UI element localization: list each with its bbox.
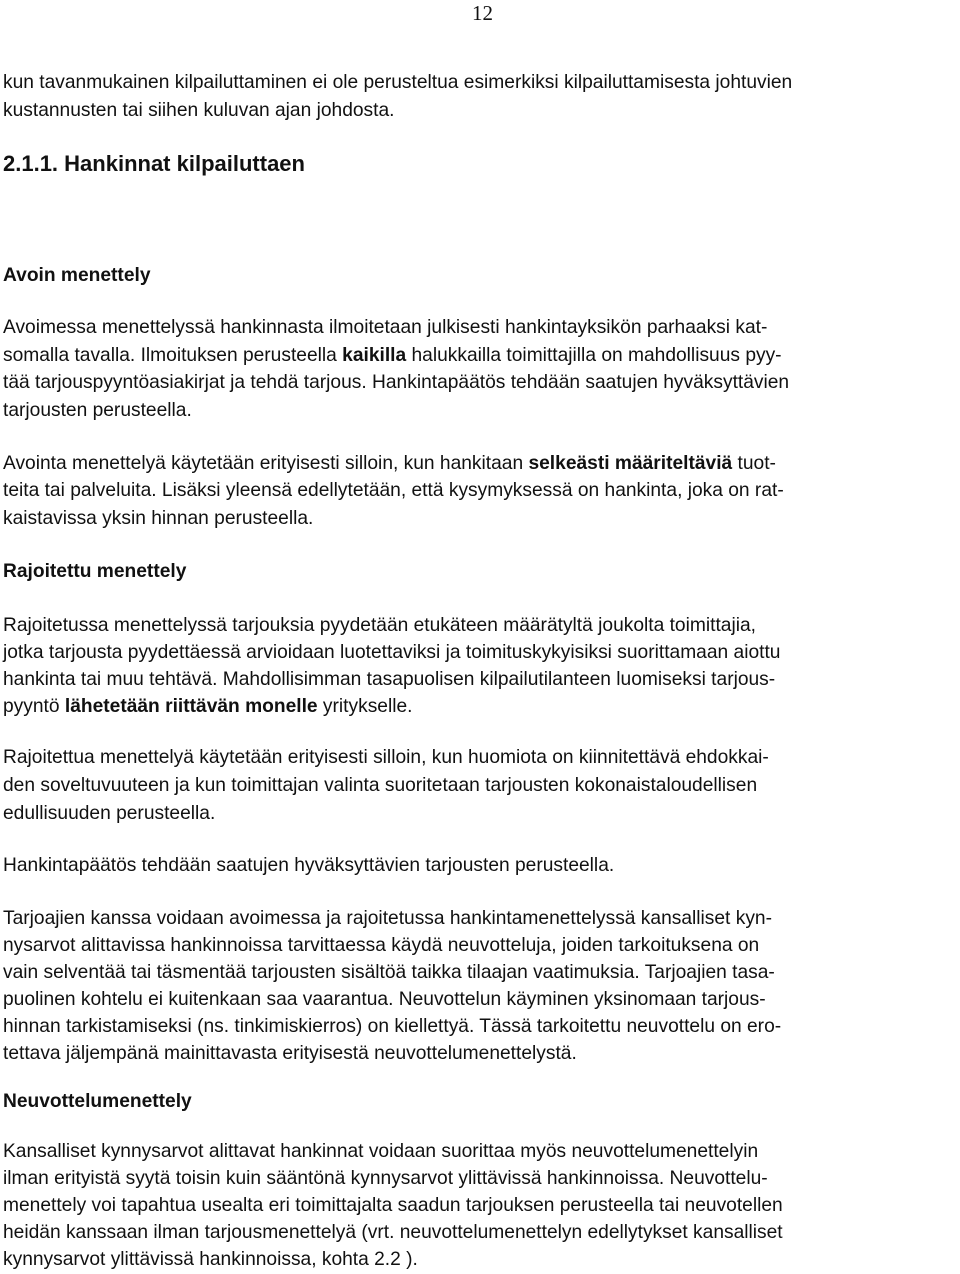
neuvottelu-p1-line-3: menettely voi tapahtua usealta eri toimittajalta saadun tarjouksen perusteella tai neuvotellen	[3, 1195, 783, 1216]
avoin-p2-line-2: teita tai palveluita. Lisäksi yleensä edellytetään, että kysymyksessä on hankinta, joka on rat-	[3, 480, 784, 501]
emphasis-lahetetaan: lähetetään riittävän monelle	[64, 696, 318, 717]
rajoitettu-p4-line-5: hinnan tarkistamiseksi (ns. tinkimiskierros) on kiellettyä. Tässä tarkoitettu neuvottelu on ero-	[3, 1016, 782, 1037]
text-run: tuot-	[732, 453, 776, 474]
emphasis-selkeasti: selkeästi määriteltäviä	[528, 453, 733, 474]
avoin-heading: Avoin menettely	[3, 265, 151, 286]
neuvottelu-p1-line-1: Kansalliset kynnysarvot alittavat hankinnat voidaan suorittaa myös neuvottelumenettelyin	[3, 1141, 759, 1162]
neuvottelu-p1-line-4: heidän kanssaan ilman tarjousmenettelyä (vrt. neuvottelumenettelyn edellytykset kansalliset	[3, 1222, 783, 1243]
avoin-p1-line-1: Avoimessa menettelyssä hankinnasta ilmoitetaan julkisesti hankintayksikön parhaaksi kat-	[3, 317, 768, 338]
section-heading: 2.1.1. Hankinnat kilpailuttaen	[3, 151, 305, 176]
neuvottelu-p1-line-2: ilman erityistä syytä toisin kuin sääntönä kynnysarvot ylittävissä hankinnoissa. Neuvottelu-	[3, 1168, 768, 1189]
emphasis-kaikilla: kaikilla	[342, 345, 407, 366]
text-run: Avointa menettelyä käytetään erityisesti silloin, kun hankitaan	[3, 453, 529, 474]
rajoitettu-p4-line-6: tettava jäljempänä mainittavasta erityisestä neuvottelumenettelystä.	[3, 1043, 577, 1064]
rajoitettu-p4-line-3: vain selventää tai täsmentää tarjousten sisältöä taikka tilaajan vaatimuksia. Tarjoajien tasa-	[3, 962, 775, 983]
rajoitettu-p1-line-4	[3, 697, 412, 716]
intro-line-1: kun tavanmukainen kilpailuttaminen ei ole perusteltua esimerkiksi kilpailuttamisesta johtuvien	[3, 72, 793, 93]
text-run: yritykselle.	[317, 696, 413, 717]
text-run: halukkailla toimittajilla on mahdollisuus pyy-	[406, 345, 782, 366]
rajoitettu-p2-line-2: den soveltuvuuteen ja kun toimittajan valinta suoritetaan tarjousten kokonaistaloudellisen	[3, 775, 758, 796]
rajoitettu-p4-line-1: Tarjoajien kanssa voidaan avoimessa ja rajoitetussa hankintamenettelyssä kansalliset kyn-	[3, 908, 772, 929]
rajoitettu-p4-line-2: nysarvot alittavissa hankinnoissa tarvittaessa käydä neuvotteluja, joiden tarkoituksena on	[3, 935, 760, 956]
rajoitettu-p2-line-3: edullisuuden perusteella.	[3, 803, 216, 824]
page-number: 12	[472, 1, 493, 25]
neuvottelu-p1-line-5: kynnysarvot ylittävissä hankinnoissa, kohta 2.2 ).	[3, 1249, 418, 1270]
text-run: pyyntö	[3, 696, 65, 717]
rajoitettu-p1-line-1: Rajoitetussa menettelyssä tarjouksia pyydetään etukäteen määrätyltä joukolta toimittajia,	[3, 615, 756, 636]
text-run: somalla tavalla. Ilmoituksen perusteella	[3, 345, 343, 366]
avoin-p1-line-2	[3, 346, 782, 365]
rajoitettu-p1-line-2: jotka tarjousta pyydettäessä arvioidaan luotettaviksi ja toimituskykyisiksi suorittamaan aiottu	[3, 642, 781, 663]
rajoitettu-p2-line-1: Rajoitettua menettelyä käytetään erityisesti silloin, kun huomiota on kiinnitettävä ehdokkai-	[3, 747, 769, 768]
rajoitettu-heading: Rajoitettu menettely	[3, 561, 187, 582]
rajoitettu-p1-line-3: hankinta tai muu tehtävä. Mahdollisimman tasapuolisen kilpailutilanteen luomiseksi tarjous-	[3, 669, 776, 690]
neuvottelu-heading: Neuvottelumenettely	[3, 1091, 192, 1112]
rajoitettu-p4-line-4: puolinen kohtelu ei kuitenkaan saa vaarantua. Neuvottelun käyminen yksinomaan tarjous-	[3, 989, 766, 1010]
avoin-p1-line-3: tää tarjouspyyntöasiakirjat ja tehdä tarjous. Hankintapäätös tehdään saatujen hyväksyttävien	[3, 372, 790, 393]
rajoitettu-p3: Hankintapäätös tehdään saatujen hyväksyttävien tarjousten perusteella.	[3, 855, 615, 876]
avoin-p1-line-4: tarjousten perusteella.	[3, 400, 192, 421]
intro-line-2: kustannusten tai siihen kuluvan ajan johdosta.	[3, 100, 395, 121]
avoin-p2-line-3: kaistavissa yksin hinnan perusteella.	[3, 508, 314, 529]
avoin-p2-line-1	[3, 454, 776, 473]
